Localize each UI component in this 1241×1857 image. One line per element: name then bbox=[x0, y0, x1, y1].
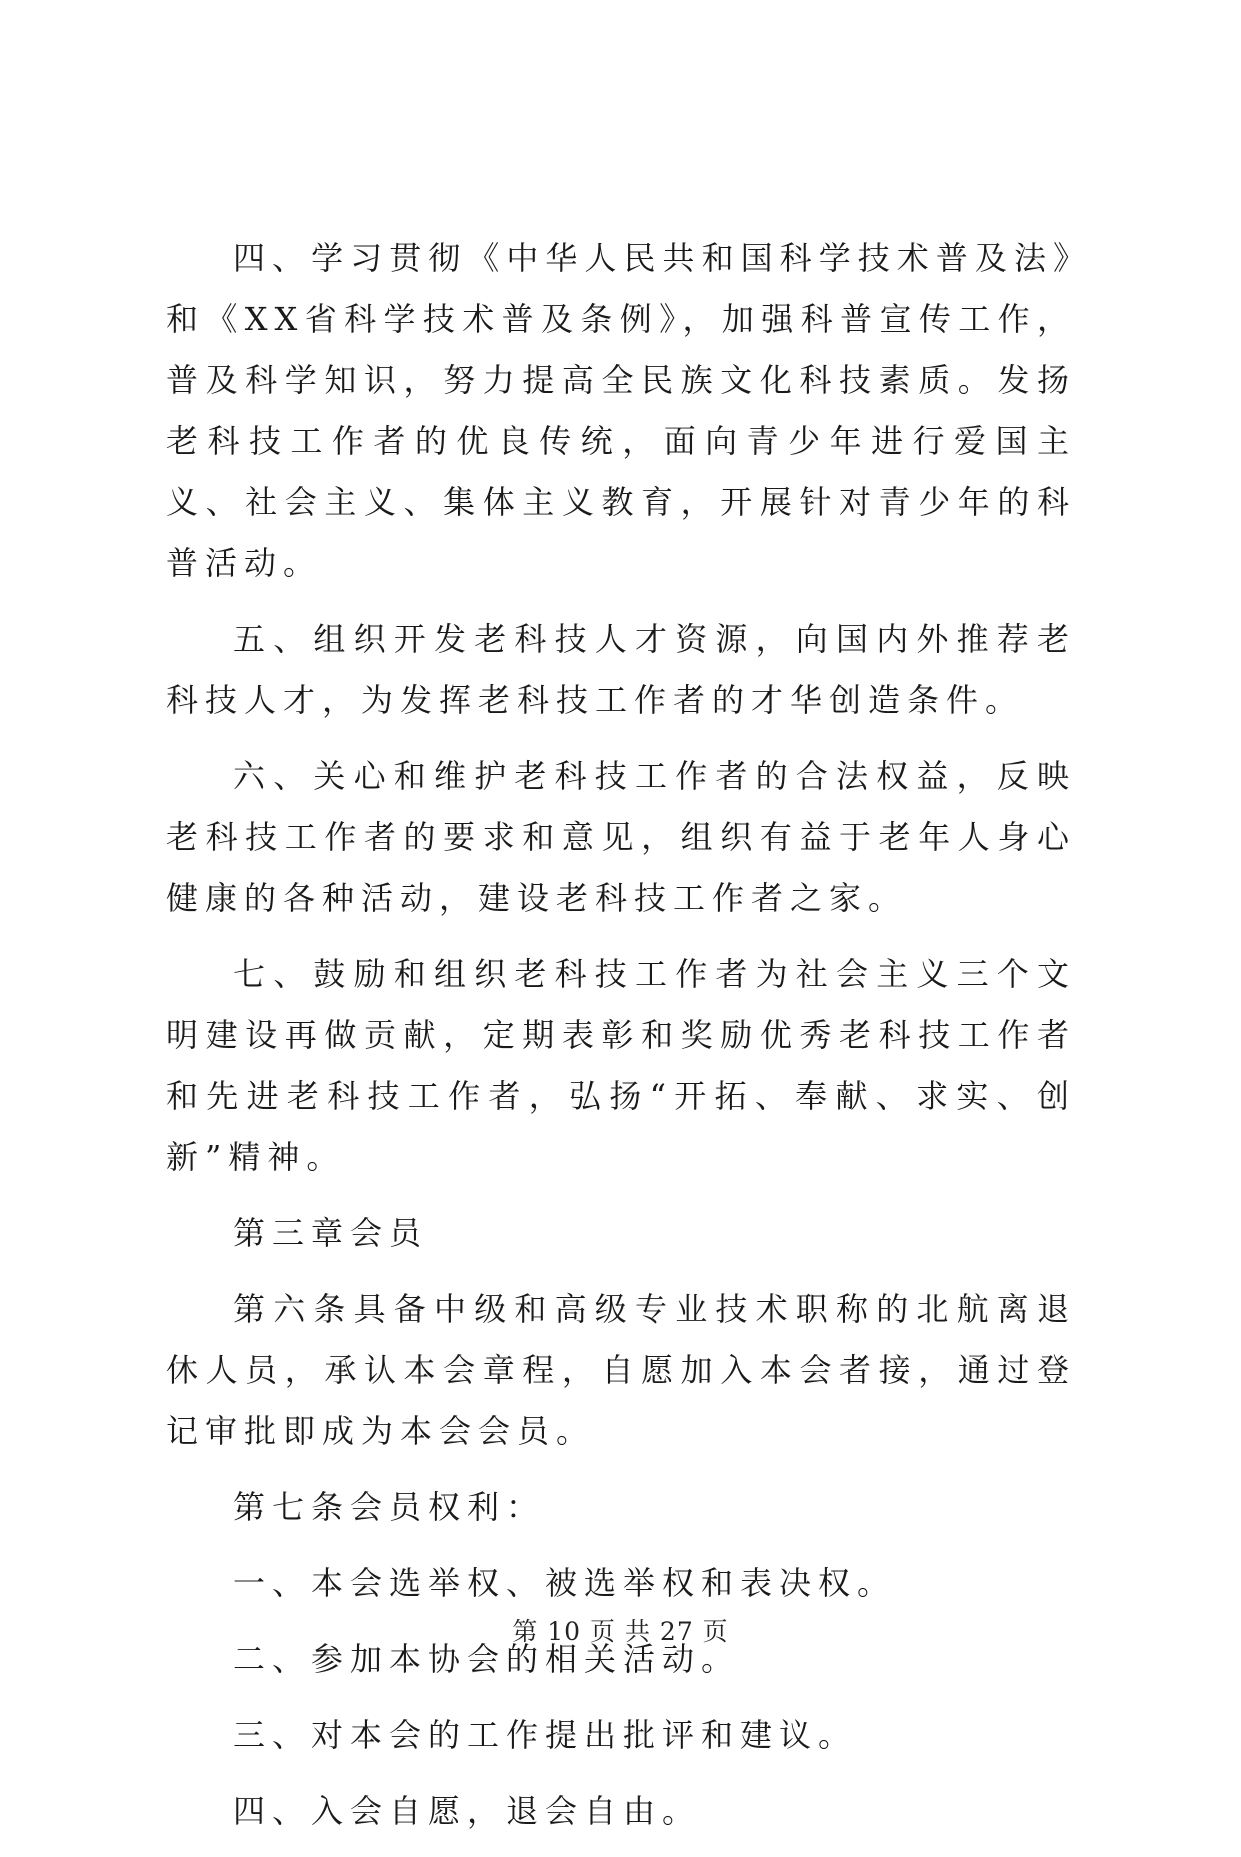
member-right-4: 四、入会自愿，退会自由。 bbox=[233, 1792, 702, 1830]
paragraph-item-7: 七、鼓励和组织老科技工作者为社会主义三个文明建设再做贡献，定期表彰和奖励优秀老科技工作者和先进老科技工作者，弘扬“开拓、奉献、求实、创新”精神。 bbox=[166, 955, 1076, 1176]
page-footer bbox=[0, 1612, 1241, 1648]
article-7-heading: 第七条会员权利： bbox=[233, 1488, 546, 1526]
member-right-3: 三、对本会的工作提出批评和建议。 bbox=[233, 1716, 858, 1754]
paragraph-item-5: 五、组织开发老科技人才资源，向国内外推荐老科技人才，为发挥老科技工作者的才华创造条件。 bbox=[166, 620, 1076, 719]
page-number: 第 10 页 共 27 页 bbox=[512, 1617, 729, 1646]
chapter-heading: 第三章会员 bbox=[233, 1214, 429, 1252]
member-right-1: 一、本会选举权、被选举权和表决权。 bbox=[233, 1564, 897, 1602]
member-right-2: 二、参加本协会的相关活动。 bbox=[233, 1640, 741, 1678]
paragraph-item-4: 四、学习贯彻《中华人民共和国科学技术普及法》和《XX省科学技术普及条例》，加强科普宣传工作，普及科学知识，努力提高全民族文化科技素质。发扬老科技工作者的优良传统，面向青少年进行爱国主义、社会主义、集体主义教育，开展针对青少年的科普活动。 bbox=[166, 239, 1076, 582]
article-6: 第六条具备中级和高级专业技术职称的北航离退休人员，承认本会章程，自愿加入本会者接，通过登记审批即成为本会会员。 bbox=[166, 1290, 1076, 1450]
paragraph-item-6: 六、关心和维护老科技工作者的合法权益，反映老科技工作者的要求和意见，组织有益于老年人身心健康的各种活动，建设老科技工作者之家。 bbox=[166, 757, 1076, 917]
